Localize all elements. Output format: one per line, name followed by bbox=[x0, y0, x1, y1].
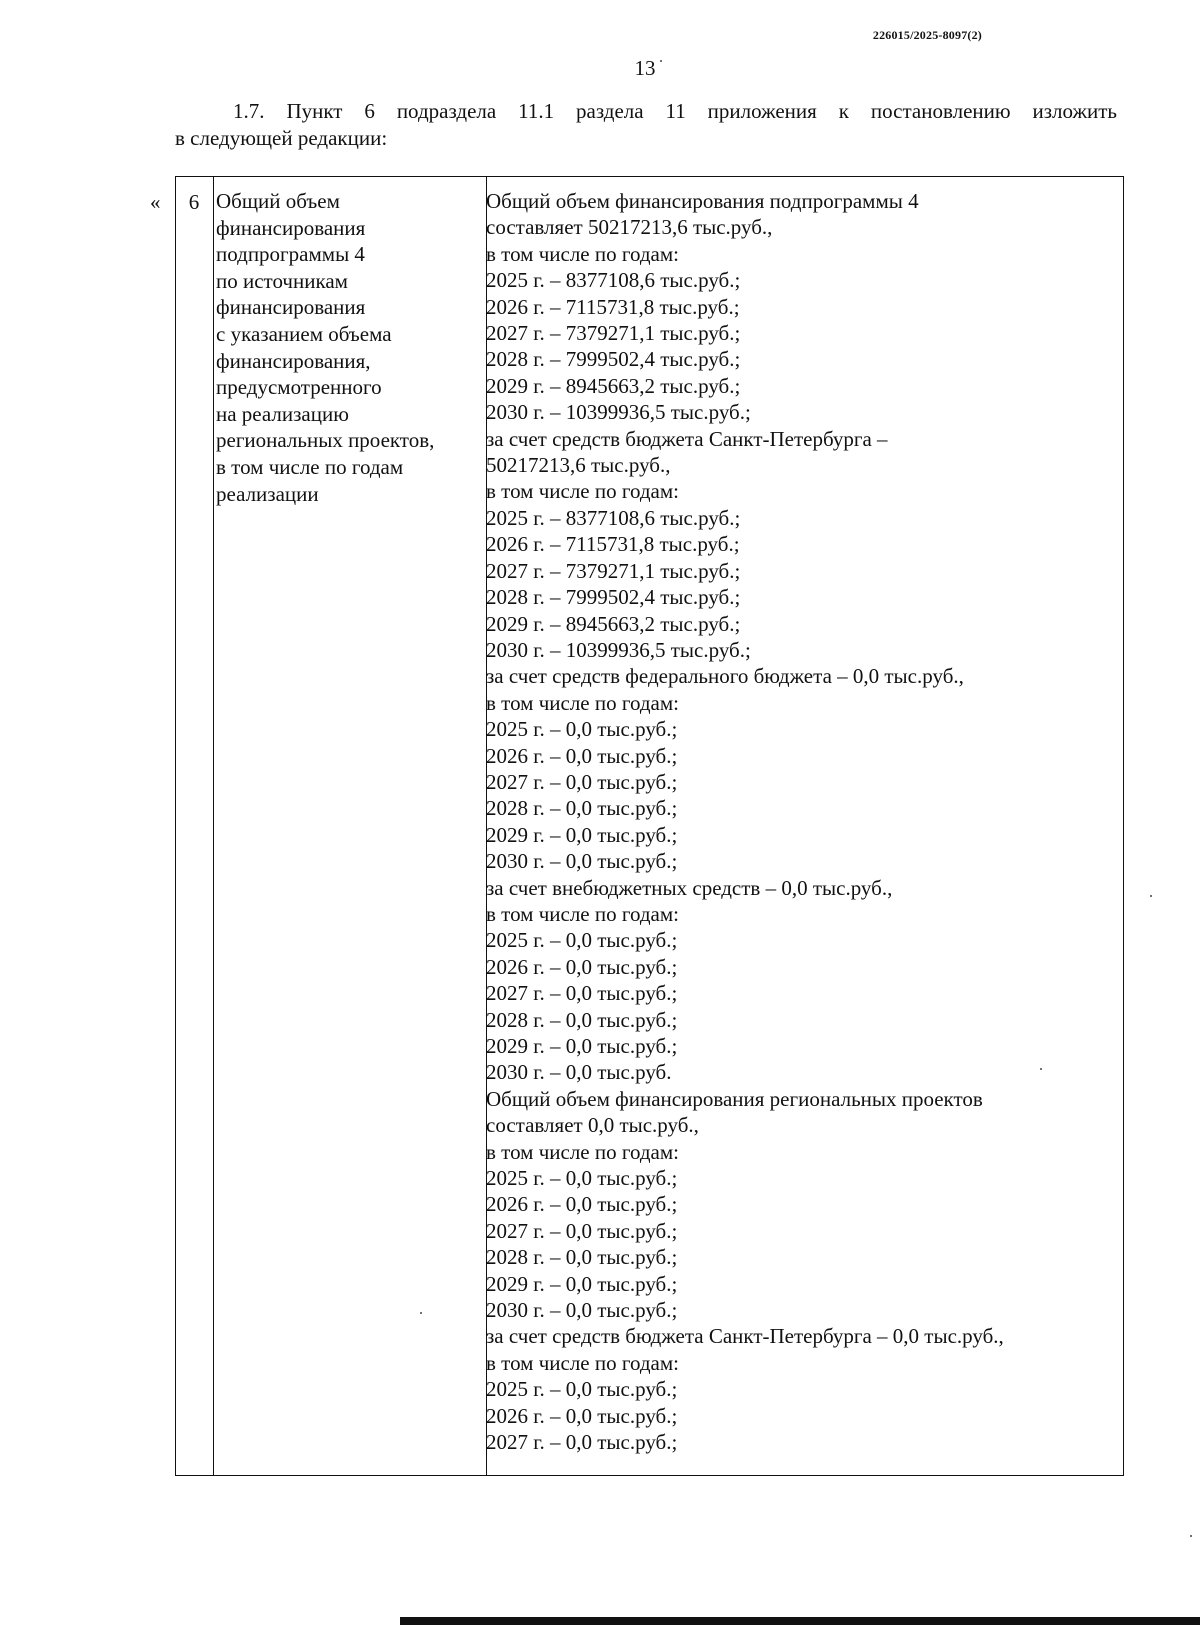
parameter-name-line: в том числе по годам bbox=[216, 454, 404, 479]
parameter-value-line: 2025 г. – 0,0 тыс.руб.; bbox=[486, 1377, 678, 1402]
document-registration-number: 226015/2025-8097(2) bbox=[872, 28, 982, 42]
parameter-value-line: 2026 г. – 0,0 тыс.руб.; bbox=[486, 743, 678, 768]
scan-speck bbox=[420, 1312, 422, 1314]
parameter-name-line: по источникам bbox=[216, 268, 348, 293]
parameter-value-line: в том числе по годам: bbox=[486, 1350, 679, 1375]
parameter-value-line: в том числе по годам: bbox=[486, 1139, 679, 1164]
parameter-value-line: 2030 г. – 0,0 тыс.руб. bbox=[486, 1060, 672, 1085]
parameter-value-line: 2028 г. – 0,0 тыс.руб.; bbox=[486, 796, 678, 821]
parameter-name-line: Общий объем bbox=[216, 189, 340, 213]
parameter-value-line: 2029 г. – 0,0 тыс.руб.; bbox=[486, 822, 678, 847]
parameter-name-line: финансирования bbox=[216, 215, 366, 240]
parameter-name-line: региональных проектов, bbox=[216, 428, 435, 453]
intro-line-1: 1.7. Пункт 6 подраздела 11.1 раздела 11 приложения к постановлению изложить bbox=[233, 99, 1117, 123]
parameter-value-line: 2026 г. – 0,0 тыс.руб.; bbox=[486, 1403, 678, 1428]
parameter-value-line: 2028 г. – 0,0 тыс.руб.; bbox=[486, 1245, 678, 1270]
parameter-name-line: с указанием объема bbox=[216, 321, 392, 346]
parameter-value-line: 2029 г. – 0,0 тыс.руб.; bbox=[486, 1271, 678, 1296]
parameter-value-line: за счет средств бюджета Санкт-Петербурга – 0,0 тыс.руб., bbox=[486, 1324, 1004, 1349]
parameter-value-line: 2027 г. – 0,0 тыс.руб.; bbox=[486, 1430, 678, 1455]
parameter-value-line: 2026 г. – 0,0 тыс.руб.; bbox=[486, 954, 678, 979]
parameter-value-line: 2026 г. – 0,0 тыс.руб.; bbox=[486, 1192, 678, 1217]
parameter-value-line: 2030 г. – 10399936,5 тыс.руб.; bbox=[486, 400, 751, 425]
parameter-value-line: 2025 г. – 0,0 тыс.руб.; bbox=[486, 1166, 678, 1191]
parameter-value-line: в том числе по годам: bbox=[486, 241, 679, 266]
table-parameter-name-cell bbox=[216, 188, 484, 507]
parameter-value-line: 2027 г. – 0,0 тыс.руб.; bbox=[486, 1218, 678, 1243]
parameter-value-line: 2025 г. – 8377108,6 тыс.руб.; bbox=[486, 505, 741, 530]
scan-speck bbox=[1040, 1068, 1042, 1070]
parameter-value-line: 2029 г. – 8945663,2 тыс.руб.; bbox=[486, 373, 741, 398]
parameter-value-line: Общий объем финансирования региональных проектов bbox=[486, 1086, 983, 1111]
parameter-name-line: на реализацию bbox=[216, 401, 349, 426]
parameter-value-line: 2028 г. – 0,0 тыс.руб.; bbox=[486, 1007, 678, 1032]
parameter-value-line: 2027 г. – 7379271,1 тыс.руб.; bbox=[486, 321, 741, 346]
parameter-value-line: в том числе по годам: bbox=[486, 901, 679, 926]
parameter-value-line: 2030 г. – 0,0 тыс.руб.; bbox=[486, 1298, 678, 1323]
table-column-divider bbox=[213, 176, 214, 1476]
parameter-name-line: предусмотренного bbox=[216, 375, 382, 400]
parameter-name-line: реализации bbox=[216, 481, 319, 506]
table-row-number: 6 bbox=[188, 190, 200, 214]
scan-speck bbox=[1190, 1535, 1192, 1537]
parameter-value-line: в том числе по годам: bbox=[486, 690, 679, 715]
parameter-value-line: 2026 г. – 7115731,8 тыс.руб.; bbox=[486, 294, 740, 319]
parameter-value-line: 2026 г. – 7115731,8 тыс.руб.; bbox=[486, 532, 740, 557]
parameter-name-line: финансирования bbox=[216, 295, 366, 320]
parameter-value-line: 2028 г. – 7999502,4 тыс.руб.; bbox=[486, 347, 741, 372]
parameter-value-line: 2027 г. – 7379271,1 тыс.руб.; bbox=[486, 558, 741, 583]
parameter-value-line: составляет 0,0 тыс.руб., bbox=[486, 1113, 699, 1138]
parameter-value-line: Общий объем финансирования подпрограммы 4 bbox=[486, 189, 919, 213]
parameter-value-line: 2028 г. – 7999502,4 тыс.руб.; bbox=[486, 585, 741, 610]
parameter-value-line: 2025 г. – 0,0 тыс.руб.; bbox=[486, 717, 678, 742]
page-number: 13 bbox=[634, 56, 656, 80]
parameter-value-line: 50217213,6 тыс.руб., bbox=[486, 453, 671, 478]
parameter-value-line: за счет внебюджетных средств – 0,0 тыс.руб., bbox=[486, 875, 893, 900]
opening-quote-mark: « bbox=[150, 190, 161, 214]
parameter-value-line: в том числе по годам: bbox=[486, 479, 679, 504]
parameter-value-line: 2025 г. – 0,0 тыс.руб.; bbox=[486, 928, 678, 953]
parameter-value-line: за счет средств федерального бюджета – 0,0 тыс.руб., bbox=[486, 664, 964, 689]
amendment-intro-paragraph bbox=[175, 98, 1117, 152]
parameter-name-line: подпрограммы 4 bbox=[216, 242, 365, 267]
parameter-value-line: составляет 50217213,6 тыс.руб., bbox=[486, 215, 773, 240]
scan-speck bbox=[660, 60, 662, 62]
parameter-value-line: за счет средств бюджета Санкт-Петербурга – bbox=[486, 426, 888, 451]
parameter-value-line: 2027 г. – 0,0 тыс.руб.; bbox=[486, 981, 678, 1006]
parameter-value-line: 2025 г. – 8377108,6 тыс.руб.; bbox=[486, 268, 741, 293]
parameter-value-line: 2029 г. – 0,0 тыс.руб.; bbox=[486, 1034, 678, 1058]
parameter-value-line: 2029 г. – 8945663,2 тыс.руб.; bbox=[486, 611, 741, 636]
scan-edge-shadow bbox=[400, 1617, 1200, 1625]
parameter-value-line: 2030 г. – 0,0 тыс.руб.; bbox=[486, 849, 678, 874]
parameter-value-line: 2030 г. – 10399936,5 тыс.руб.; bbox=[486, 637, 751, 662]
parameter-name-line: финансирования, bbox=[216, 348, 371, 373]
parameter-value-line: 2027 г. – 0,0 тыс.руб.; bbox=[486, 769, 678, 794]
scan-speck bbox=[1150, 895, 1152, 897]
table-parameter-value-cell bbox=[486, 188, 1116, 1456]
intro-line-2: в следующей редакции: bbox=[175, 126, 388, 150]
